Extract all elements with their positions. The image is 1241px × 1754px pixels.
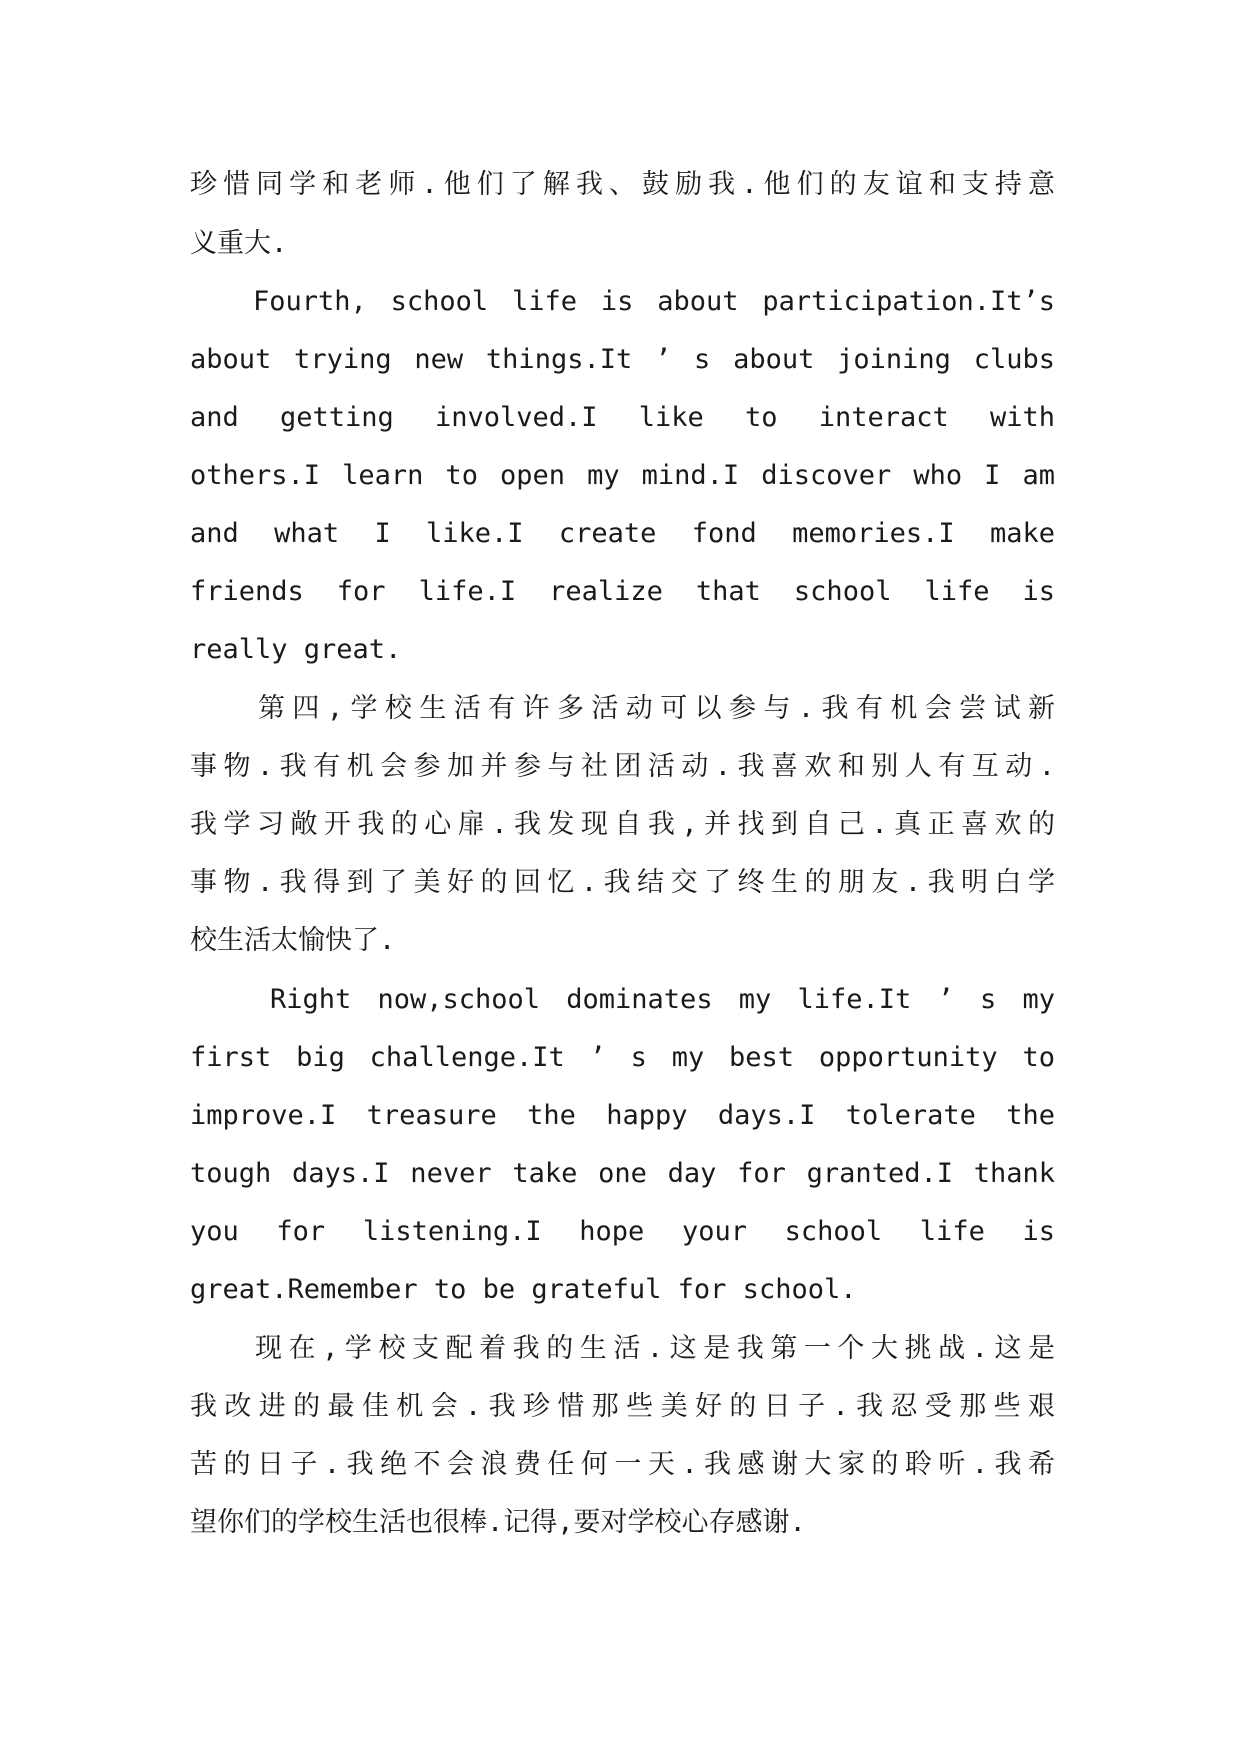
text-line: and getting involved.I like to interact with: [190, 402, 1055, 433]
text-line: 义重大.: [190, 228, 288, 259]
text-line: 校生活太愉快了.: [190, 925, 396, 956]
text-line: and what I like.I create fond memories.I make: [190, 518, 1055, 549]
text-line: 我改进的最佳机会.我珍惜那些美好的日子.我忍受那些艰: [190, 1391, 1055, 1422]
text-line: Fourth, school life is about participation.It’s: [253, 286, 1055, 317]
text-line: 望你们的学校生活也很棒.记得,要对学校心存感谢.: [190, 1507, 806, 1538]
text-line: great.Remember to be grateful for school.: [190, 1274, 857, 1305]
text-line: 苦的日子.我绝不会浪费任何一天.我感谢大家的聆听.我希: [190, 1449, 1055, 1480]
text-line: really great.: [190, 634, 402, 665]
text-line: tough days.I never take one day for granted.I thank: [190, 1158, 1055, 1189]
text-line: you for listening.I hope your school life is: [190, 1216, 1055, 1247]
text-line: 我学习敞开我的心扉.我发现自我,并找到自己.真正喜欢的: [190, 809, 1055, 840]
text-line: improve.I treasure the happy days.I tolerate the: [190, 1100, 1055, 1131]
text-line: 第四,学校生活有许多活动可以参与.我有机会尝试新: [258, 693, 1055, 724]
text-line: first big challenge.It ’ s my best opportunity to: [190, 1042, 1055, 1073]
text-line: friends for life.I realize that school life is: [190, 576, 1055, 607]
text-line: about trying new things.It ’ s about joining clubs: [190, 344, 1055, 375]
text-line: Right now,school dominates my life.It ’ s my: [270, 984, 1055, 1015]
text-line: 现在,学校支配着我的生活.这是我第一个大挑战.这是: [255, 1333, 1055, 1364]
text-line: 事物.我有机会参加并参与社团活动.我喜欢和别人有互动.: [190, 751, 1055, 782]
text-line: 珍惜同学和老师.他们了解我、鼓励我.他们的友谊和支持意: [190, 169, 1055, 200]
text-line: others.I learn to open my mind.I discover who I am: [190, 460, 1055, 491]
text-line: 事物.我得到了美好的回忆.我结交了终生的朋友.我明白学: [190, 867, 1055, 898]
